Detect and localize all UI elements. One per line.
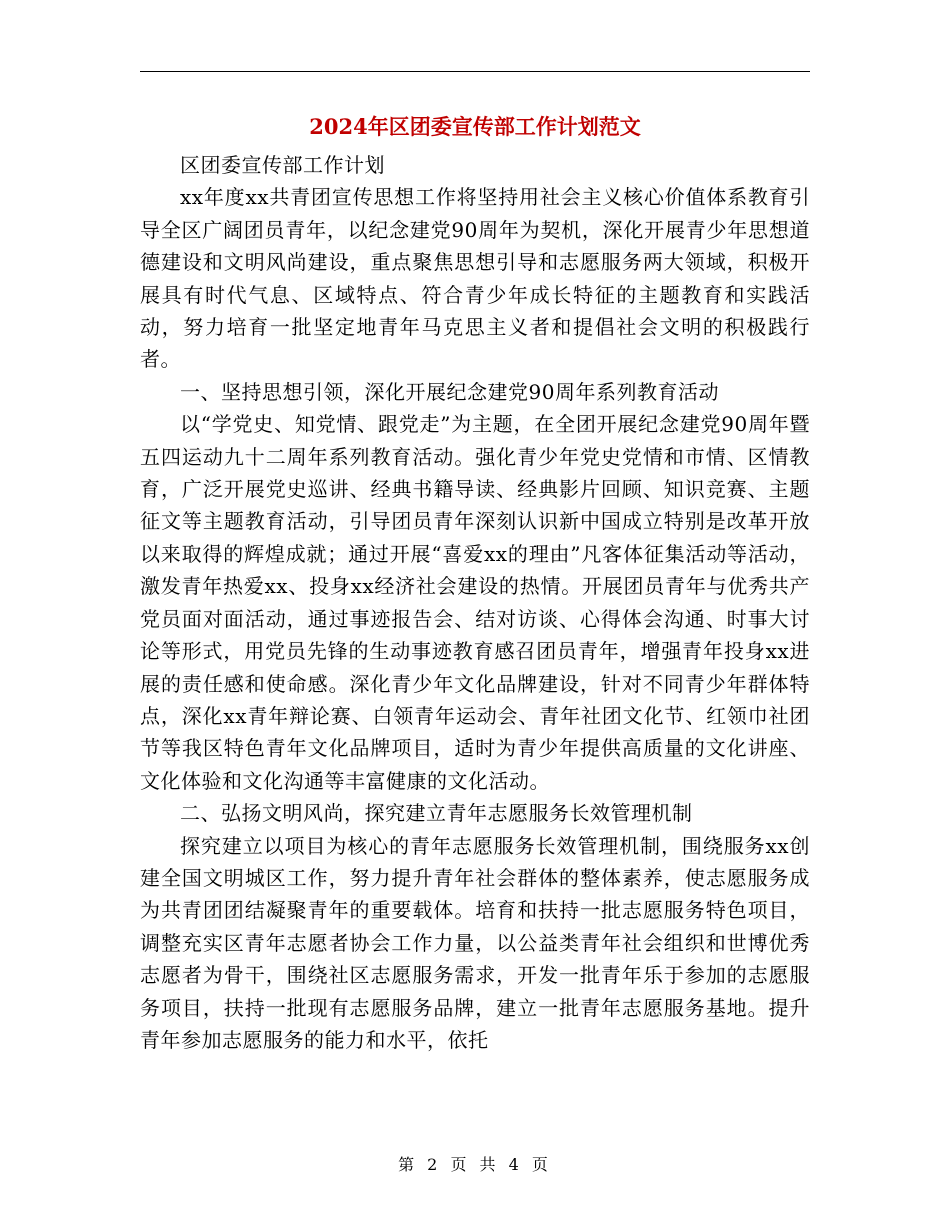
page-number: 第 2 页 共 4 页 xyxy=(398,1155,552,1174)
section-heading-2: 二、弘扬文明风尚，探究建立青年志愿服务长效管理机制 xyxy=(180,801,693,826)
paragraph-section-1: 以“学党史、知党情、跟党走”为主题，在全团开展纪念建党90周年暨五四运动九十二周年系列教育活动。强化青少年党史党情和市情、区情教育，广泛开展党史巡讲、经典书籍导读、经典影片回顾、知识竞赛、主题征文等主题教育活动，引导团员青年深刻认识新中国成立特别是改革开放以来取得的辉煌成就；通过开展“喜爱xx的理由”凡客体征集活动等活动，激发青年热爱xx、投身xx经济社会建设的热情。开展团员青年与优秀共产党员面对面活动，通过事迹报告会、结对访谈、心得体会沟通、时事大讨论等形式，用党员先锋的生动事迹教育感召团员青年，增强青年投身xx进展的责任感和使命感。深化青少年文化品牌建设，针对不同青少年群体特点，深化xx青年辩论赛、白领青年运动会、青年社团文化节、红领巾社团节等我区特色青年文化品牌项目，适时为青少年提供高质量的文化讲座、文化体验和文化沟通等丰富健康的文化活动。 xyxy=(140,412,810,793)
document-body xyxy=(140,149,810,1056)
paragraph-subtitle: 区团委宣传部工作计划 xyxy=(180,153,385,177)
section-heading-1: 一、坚持思想引领，深化开展纪念建党90周年系列教育活动 xyxy=(180,379,719,404)
document-title: 2024年区团委宣传部工作计划范文 xyxy=(309,114,641,139)
paragraph-section-2: 探究建立以项目为核心的青年志愿服务长效管理机制，围绕服务xx创建全国文明城区工作，努力提升青年社会群体的整体素养，使志愿服务成为共青团团结凝聚青年的重要载体。培育和扶持一批志愿服务特色项目，调整充实区青年志愿者协会工作力量，以公益类青年社会组织和世博优秀志愿者为骨干，围绕社区志愿服务需求，开发一批青年乐于参加的志愿服务项目，扶持一批现有志愿服务品牌，建立一批青年志愿服务基地。提升青年参加志愿服务的能力和水平，依托 xyxy=(140,833,810,1052)
header-rule xyxy=(140,71,810,72)
paragraph-intro: xx年度xx共青团宣传思想工作将坚持用社会主义核心价值体系教育引导全区广阔团员青年，以纪念建党90周年为契机，深化开展青少年思想道德建设和文明风尚建设，重点聚焦思想引导和志愿服务两大领域，积极开展具有时代气息、区域特点、符合青少年成长特征的主题教育和实践活动，努力培育一批坚定地青年马克思主义者和提倡社会文明的积极践行者。 xyxy=(140,185,810,372)
